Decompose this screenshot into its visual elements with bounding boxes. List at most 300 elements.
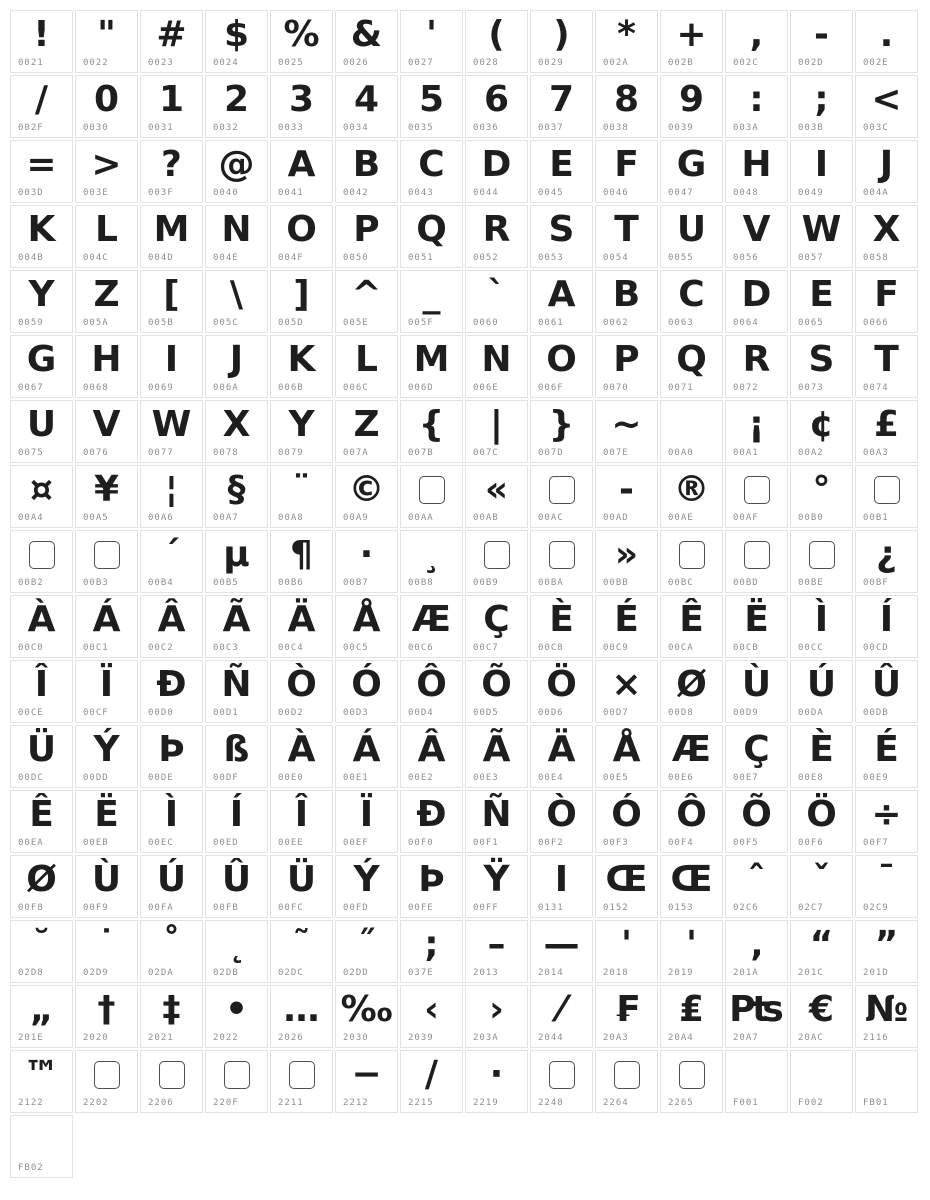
glyph-area <box>596 661 657 709</box>
glyph: 4 <box>353 79 380 120</box>
glyph: ₧ <box>729 989 784 1030</box>
codepoint-label: 00D8 <box>668 708 694 718</box>
glyph-cell <box>400 790 463 853</box>
glyph: “ <box>809 924 834 965</box>
glyph-cell <box>725 400 788 463</box>
codepoint-label: 00E8 <box>798 773 824 783</box>
glyph: Y <box>28 274 55 315</box>
glyph: Û <box>221 859 252 900</box>
codepoint-label: 2206 <box>148 1098 174 1108</box>
codepoint-label: 0055 <box>668 253 694 263</box>
glyph: ) <box>553 14 570 55</box>
glyph-cell <box>75 270 138 333</box>
glyph: − <box>351 1054 382 1095</box>
glyph-area <box>76 271 137 319</box>
codepoint-label: 00FE <box>408 903 434 913</box>
glyph-area <box>141 661 202 709</box>
glyph-cell <box>790 10 853 73</box>
glyph: Ú <box>806 664 837 705</box>
codepoint-label: 003B <box>798 123 824 133</box>
glyph: V <box>742 209 771 250</box>
glyph-cell <box>465 595 528 658</box>
glyph: R <box>742 339 771 380</box>
glyph-cell <box>595 530 658 593</box>
glyph-cell <box>855 270 918 333</box>
glyph: W <box>151 404 192 445</box>
glyph-cell <box>530 465 593 528</box>
glyph-cell <box>10 1050 73 1113</box>
codepoint-label: 0067 <box>18 383 44 393</box>
glyph-cell <box>725 1050 788 1113</box>
codepoint-label: 00D3 <box>343 708 369 718</box>
glyph-area <box>76 986 137 1034</box>
glyph-cell <box>205 530 268 593</box>
glyph-area <box>11 11 72 59</box>
glyph-area <box>726 856 787 904</box>
glyph-area <box>11 401 72 449</box>
codepoint-label: 00CB <box>733 643 759 653</box>
glyph-area <box>661 791 722 839</box>
glyph-cell <box>335 270 398 333</box>
codepoint-label: 00A5 <box>83 513 109 523</box>
glyph-cell <box>75 595 138 658</box>
glyph: ] <box>293 274 310 315</box>
glyph-area <box>466 986 527 1034</box>
glyph-cell <box>400 920 463 983</box>
glyph-cell <box>595 205 658 268</box>
glyph-area <box>856 856 917 904</box>
glyph-cell <box>725 725 788 788</box>
codepoint-label: 2211 <box>278 1098 304 1108</box>
glyph: A <box>547 274 576 315</box>
glyph-area <box>726 726 787 774</box>
glyph: § <box>227 469 246 510</box>
glyph-area <box>11 271 72 319</box>
codepoint-label: 0022 <box>83 58 109 68</box>
glyph-area <box>596 466 657 514</box>
glyph-area <box>141 986 202 1034</box>
glyph-cell <box>725 10 788 73</box>
glyph-cell <box>270 855 333 918</box>
codepoint-label: 00D7 <box>603 708 629 718</box>
glyph: ¿ <box>876 534 897 575</box>
glyph: ˘ <box>32 924 51 965</box>
codepoint-label: 00B2 <box>18 578 44 588</box>
codepoint-label: 006E <box>473 383 499 393</box>
glyph: Ê <box>29 794 54 835</box>
codepoint-label: 00BA <box>538 578 564 588</box>
glyph: £ <box>873 404 900 445</box>
codepoint-label: 00A2 <box>798 448 824 458</box>
glyph-area <box>661 986 722 1034</box>
glyph-cell <box>725 270 788 333</box>
codepoint-label: 007A <box>343 448 369 458</box>
notdef-box-icon <box>549 541 575 569</box>
glyph-area <box>466 466 527 514</box>
glyph-cell <box>855 465 918 528</box>
codepoint-label: 00CD <box>863 643 889 653</box>
notdef-box-icon <box>289 1061 315 1089</box>
codepoint-label: 0068 <box>83 383 109 393</box>
glyph-cell <box>790 270 853 333</box>
codepoint-label: 0034 <box>343 123 369 133</box>
glyph: Ç <box>743 729 770 770</box>
glyph-cell <box>270 75 333 138</box>
glyph-area <box>336 531 397 579</box>
codepoint-label: 201A <box>733 968 759 978</box>
glyph-area <box>271 596 332 644</box>
glyph: Ð <box>156 664 187 705</box>
glyph: W <box>801 209 842 250</box>
glyph: Ý <box>93 729 120 770</box>
glyph-cell <box>335 855 398 918</box>
glyph-area <box>206 531 267 579</box>
glyph-area <box>336 921 397 969</box>
glyph: Œ <box>605 859 648 900</box>
glyph-area <box>141 921 202 969</box>
glyph-area <box>271 661 332 709</box>
glyph-cell <box>790 725 853 788</box>
glyph-area <box>531 11 592 59</box>
glyph: Ü <box>26 729 57 770</box>
codepoint-label: 007B <box>408 448 434 458</box>
glyph: O <box>286 209 317 250</box>
glyph-cell <box>400 725 463 788</box>
codepoint-label: 005F <box>408 318 434 328</box>
codepoint-label: 00C9 <box>603 643 629 653</box>
codepoint-label: 20A3 <box>603 1033 629 1043</box>
glyph: % <box>283 14 320 55</box>
glyph-cell <box>400 335 463 398</box>
glyph: ∙ <box>489 1054 504 1095</box>
glyph-cell <box>10 725 73 788</box>
glyph: } <box>548 404 575 445</box>
glyph: Ö <box>806 794 837 835</box>
glyph: 5 <box>418 79 445 120</box>
glyph-area <box>856 726 917 774</box>
glyph-cell <box>530 335 593 398</box>
codepoint-label: 00A0 <box>668 448 694 458</box>
glyph-area <box>76 531 137 579</box>
glyph: Ë <box>744 599 769 640</box>
glyph-cell <box>660 205 723 268</box>
glyph: Ë <box>94 794 119 835</box>
glyph-cell <box>855 205 918 268</box>
glyph: Ó <box>351 664 382 705</box>
codepoint-label: 0053 <box>538 253 564 263</box>
notdef-box-icon <box>159 1061 185 1089</box>
glyph: Z <box>93 274 120 315</box>
glyph-area <box>206 791 267 839</box>
glyph: † <box>97 989 116 1030</box>
glyph-cell <box>530 790 593 853</box>
glyph: № <box>864 989 909 1030</box>
glyph-area <box>11 791 72 839</box>
glyph-cell <box>790 855 853 918</box>
glyph: ˆ <box>747 859 766 900</box>
glyph-area <box>336 1051 397 1099</box>
glyph-area <box>336 791 397 839</box>
codepoint-label: 0051 <box>408 253 434 263</box>
glyph-cell <box>465 270 528 333</box>
codepoint-label: 005D <box>278 318 304 328</box>
glyph: À <box>287 729 316 770</box>
glyph-area <box>791 791 852 839</box>
glyph-area <box>726 921 787 969</box>
notdef-box-icon <box>94 1061 120 1089</box>
glyph: ‰ <box>340 989 393 1030</box>
glyph-area <box>596 76 657 124</box>
glyph-area <box>726 1051 787 1099</box>
codepoint-label: 2030 <box>343 1033 369 1043</box>
glyph-area <box>206 661 267 709</box>
codepoint-label: 00D1 <box>213 708 239 718</box>
codepoint-label: 00ED <box>213 838 239 848</box>
glyph-cell <box>530 660 593 723</box>
codepoint-label: 00FD <box>343 903 369 913</box>
codepoint-label: 00E5 <box>603 773 629 783</box>
glyph: ¦ <box>164 469 179 510</box>
codepoint-label: 02C9 <box>863 903 889 913</box>
glyph-cell <box>855 140 918 203</box>
glyph-cell <box>270 270 333 333</box>
codepoint-label: 007C <box>473 448 499 458</box>
codepoint-label: 00D0 <box>148 708 174 718</box>
glyph-area <box>661 401 722 449</box>
glyph: L <box>355 339 378 380</box>
glyph-area <box>726 661 787 709</box>
glyph-cell <box>725 660 788 723</box>
glyph-cell <box>465 1050 528 1113</box>
glyph-cell <box>530 400 593 463</box>
glyph-area <box>726 206 787 254</box>
codepoint-label: 20AC <box>798 1033 824 1043</box>
codepoint-label: 02DB <box>213 968 239 978</box>
notdef-box-icon <box>614 1061 640 1089</box>
codepoint-label: 00DD <box>83 773 109 783</box>
glyph: V <box>92 404 121 445</box>
glyph-cell <box>140 790 203 853</box>
notdef-box-icon <box>679 541 705 569</box>
glyph-area <box>401 921 462 969</box>
codepoint-label: 0057 <box>798 253 824 263</box>
glyph-area <box>531 336 592 384</box>
glyph-area <box>206 986 267 1034</box>
glyph-cell <box>270 725 333 788</box>
glyph-area <box>206 336 267 384</box>
glyph-cell <box>335 400 398 463</box>
glyph-cell <box>530 855 593 918</box>
codepoint-label: 002B <box>668 58 694 68</box>
glyph-cell <box>75 75 138 138</box>
glyph: É <box>614 599 639 640</box>
codepoint-label: 00E1 <box>343 773 369 783</box>
glyph: – <box>487 924 506 965</box>
glyph-area <box>336 336 397 384</box>
glyph-area <box>76 921 137 969</box>
notdef-box-icon <box>874 476 900 504</box>
glyph-cell <box>140 270 203 333</box>
glyph-cell <box>75 205 138 268</box>
codepoint-label: 0039 <box>668 123 694 133</box>
glyph: µ <box>223 534 250 575</box>
glyph-area <box>726 11 787 59</box>
codepoint-label: 0078 <box>213 448 239 458</box>
glyph-area <box>141 76 202 124</box>
glyph-area <box>661 141 722 189</box>
glyph-area <box>401 856 462 904</box>
glyph-area <box>76 791 137 839</box>
codepoint-label: 0036 <box>473 123 499 133</box>
codepoint-label: 004D <box>148 253 174 263</box>
glyph-area <box>141 531 202 579</box>
codepoint-label: 2116 <box>863 1033 889 1043</box>
glyph-area <box>336 466 397 514</box>
glyph-cell <box>400 75 463 138</box>
glyph: E <box>809 274 834 315</box>
glyph-area <box>531 726 592 774</box>
glyph-area <box>271 401 332 449</box>
glyph: Ö <box>546 664 577 705</box>
codepoint-label: 2022 <box>213 1033 239 1043</box>
glyph-cell <box>140 920 203 983</box>
glyph-area <box>336 206 397 254</box>
glyph-cell <box>855 10 918 73</box>
glyph-cell <box>10 140 73 203</box>
glyph: • <box>224 989 248 1030</box>
glyph: J <box>229 339 244 380</box>
notdef-box-icon <box>29 541 55 569</box>
glyph-cell <box>595 660 658 723</box>
glyph: ₣ <box>613 989 640 1030</box>
codepoint-label: 02D9 <box>83 968 109 978</box>
glyph-cell <box>205 855 268 918</box>
codepoint-label: 0045 <box>538 188 564 198</box>
glyph-cell <box>140 660 203 723</box>
glyph-area <box>661 856 722 904</box>
glyph-cell <box>10 855 73 918</box>
glyph: Ì <box>164 794 179 835</box>
glyph-area <box>401 726 462 774</box>
glyph-area <box>401 271 462 319</box>
glyph-area <box>206 726 267 774</box>
codepoint-label: 0064 <box>733 318 759 328</box>
glyph: Ò <box>546 794 577 835</box>
codepoint-label: 00A4 <box>18 513 44 523</box>
glyph-area <box>11 336 72 384</box>
glyph-area <box>856 336 917 384</box>
codepoint-label: 0058 <box>863 253 889 263</box>
glyph: ÷ <box>871 794 902 835</box>
glyph-area <box>726 596 787 644</box>
glyph-area <box>661 661 722 709</box>
codepoint-label: 00E3 <box>473 773 499 783</box>
codepoint-label: 00CA <box>668 643 694 653</box>
glyph: » <box>614 534 639 575</box>
glyph: ' <box>425 14 438 55</box>
glyph-cell <box>205 140 268 203</box>
codepoint-label: 0033 <box>278 123 304 133</box>
glyph: N <box>481 339 512 380</box>
glyph-cell <box>10 595 73 658</box>
codepoint-label: 0044 <box>473 188 499 198</box>
glyph: P <box>353 209 380 250</box>
glyph-area <box>856 986 917 1034</box>
glyph-area <box>466 596 527 644</box>
glyph: X <box>222 404 251 445</box>
codepoint-label: 00B9 <box>473 578 499 588</box>
glyph-cell <box>270 10 333 73</box>
glyph-cell <box>140 855 203 918</box>
glyph: Ø <box>676 664 707 705</box>
codepoint-label: 201C <box>798 968 824 978</box>
glyph-cell <box>725 920 788 983</box>
glyph: ^ <box>351 274 382 315</box>
glyph: H <box>741 144 772 185</box>
glyph: I <box>814 144 829 185</box>
charmap-grid <box>10 10 918 1178</box>
glyph-area <box>791 206 852 254</box>
glyph-cell <box>595 270 658 333</box>
glyph: Ó <box>611 794 642 835</box>
glyph: Ä <box>287 599 316 640</box>
glyph: Ð <box>416 794 447 835</box>
glyph-cell <box>660 985 723 1048</box>
codepoint-label: 2019 <box>668 968 694 978</box>
glyph: P <box>613 339 640 380</box>
glyph-area <box>596 1051 657 1099</box>
glyph-cell <box>400 10 463 73</box>
glyph: É <box>874 729 899 770</box>
codepoint-label: 0038 <box>603 123 629 133</box>
codepoint-label: 220F <box>213 1098 239 1108</box>
glyph: ? <box>161 144 182 185</box>
glyph-cell <box>465 855 528 918</box>
glyph: T <box>874 339 899 380</box>
codepoint-label: 006F <box>538 383 564 393</box>
glyph-area <box>531 141 592 189</box>
glyph-area <box>76 596 137 644</box>
glyph-cell <box>205 595 268 658</box>
glyph-area <box>11 206 72 254</box>
glyph-area <box>856 531 917 579</box>
codepoint-label: 00DB <box>863 708 889 718</box>
glyph: ₤ <box>678 989 705 1030</box>
codepoint-label: 0066 <box>863 318 889 328</box>
glyph-cell <box>465 985 528 1048</box>
glyph-area <box>791 531 852 579</box>
glyph-area <box>141 1051 202 1099</box>
codepoint-label: 00FF <box>473 903 499 913</box>
codepoint-label: 0046 <box>603 188 629 198</box>
glyph-cell <box>335 595 398 658</box>
codepoint-label: 0028 <box>473 58 499 68</box>
codepoint-label: 00F2 <box>538 838 564 848</box>
glyph-area <box>661 1051 722 1099</box>
glyph-cell <box>595 855 658 918</box>
glyph-cell <box>660 10 723 73</box>
codepoint-label: 005E <box>343 318 369 328</box>
glyph-cell <box>595 920 658 983</box>
glyph: ' <box>685 924 698 965</box>
glyph-area <box>11 856 72 904</box>
glyph-area <box>856 401 917 449</box>
codepoint-label: 00EE <box>278 838 304 848</box>
glyph-cell <box>530 985 593 1048</box>
glyph: Í <box>229 794 244 835</box>
glyph: U <box>26 404 57 445</box>
codepoint-label: 004B <box>18 253 44 263</box>
